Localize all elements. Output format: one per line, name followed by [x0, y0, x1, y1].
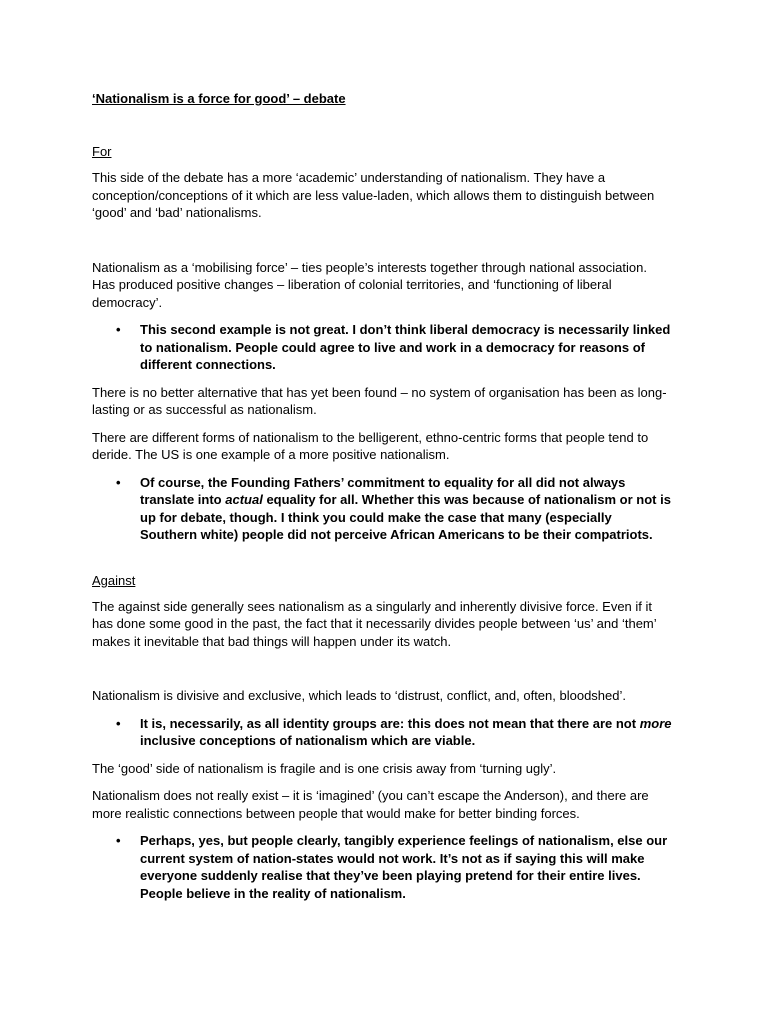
for-bullet-list-2 [92, 474, 672, 544]
for-intro: This side of the debate has a more ‘academic’ understanding of nationalism. They have a conception/conceptions of it which are less value-laden, which allows them to distinguish between ‘good’ and ‘bad’ nationalisms. [92, 170, 655, 220]
against-paragraph-2: The ‘good’ side of nationalism is fragile and is one crisis away from ‘turning ugly’. [92, 760, 557, 776]
for-bullet-list-1 [92, 321, 672, 374]
for-bullet-2-text-b: equality for all. Whether this was because of nationalism or not is up for debate, though. I think you could make the case that many (especially Southern white) people did not perceive African Americans to be their compatriots. [140, 492, 671, 542]
for-heading: For [92, 144, 112, 159]
for-bullet-2-emphasis: actual [225, 492, 263, 507]
against-bullet-1-emphasis: more [639, 715, 672, 731]
for-paragraph-3: There are different forms of nationalism to the belligerent, ethno-centric forms that people tend to deride. The US is one example of a more positive nationalism. [92, 429, 649, 462]
against-heading: Against [92, 572, 136, 588]
for-bullet-1: • This second example is not great. I don’t think liberal democracy is necessarily linked to nationalism. People could agree to live and work in a democracy for reasons of different connections. [92, 321, 672, 374]
for-paragraph-1: Nationalism as a ‘mobilising force’ – ties people’s interests together through national association. Has produced positive changes – liberation of colonial territories, and ‘functioning of liberal democracy’. [92, 259, 647, 310]
against-paragraph-3: Nationalism does not really exist – it is ‘imagined’ (you can’t escape the Anderson), and there are more realistic connections between people that would make for better binding forces. [92, 788, 649, 821]
against-bullet-list-1 [92, 715, 672, 750]
against-intro: The against side generally sees nationalism as a singularly and inherently divisive force. Even if it has done some good in the past, the fact that it necessarily divides people between ‘us’ and ‘them’ makes it inevitable that bad things will happen under its watch. [92, 598, 657, 649]
for-bullet-2-text-a: Of course, the Founding Fathers’ commitment to equality for all did not always translate into [140, 474, 626, 507]
for-paragraph-2: There is no better alternative that has yet been found – no system of organisation has been as long-lasting or as successful as nationalism. [92, 384, 667, 417]
document-title: ‘Nationalism is a force for good’ – debate [92, 91, 346, 106]
against-bullet-2: • Perhaps, yes, but people clearly, tangibly experience feelings of nationalism, else our current system of nation-states would not work. It’s not as if saying this will make everyone suddenly realise that they’ve been playing pretend for their entire lives. People believe in the reality of nationalism. [92, 832, 672, 902]
against-bullet-1-text-a: It is, necessarily, as all identity groups are: this does not mean that there are not [140, 715, 640, 731]
against-bullet-1 [92, 715, 672, 750]
against-paragraph-1: Nationalism is divisive and exclusive, which leads to ‘distrust, conflict, and, often, bloodshed’. [92, 688, 626, 703]
against-bullet-1-text-b: inclusive conceptions of nationalism which are viable. [140, 733, 476, 748]
for-bullet-2 [92, 474, 672, 544]
against-bullet-list-2 [92, 832, 672, 902]
